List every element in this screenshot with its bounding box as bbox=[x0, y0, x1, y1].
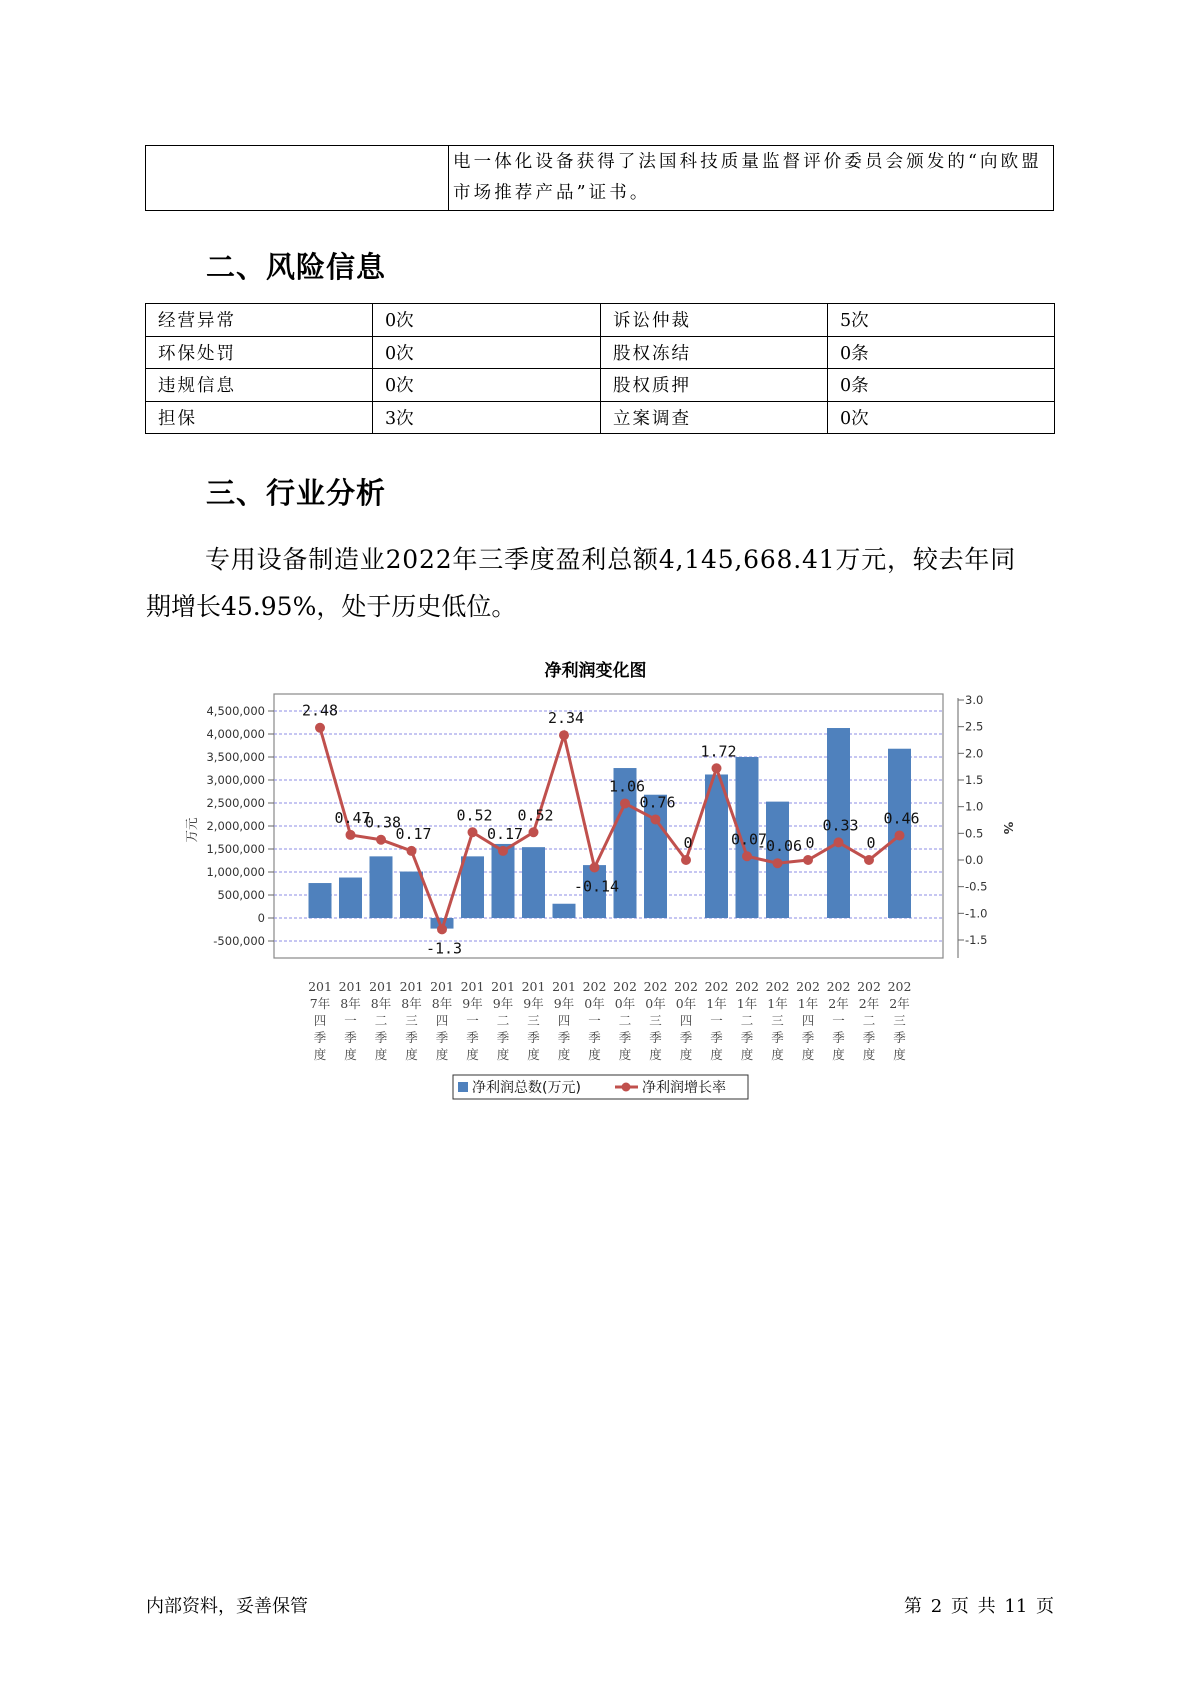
risk-value-cell: 0条 bbox=[828, 336, 1055, 369]
growth-rate-point bbox=[376, 835, 386, 845]
x-tick-label: 201 bbox=[552, 979, 576, 994]
x-tick-label: 二 bbox=[618, 1013, 632, 1028]
y2-tick-label: 0.0 bbox=[965, 853, 984, 867]
growth-rate-point bbox=[681, 855, 691, 865]
x-tick-label: 季 bbox=[344, 1030, 357, 1045]
y-tick-label: -500,000 bbox=[213, 934, 265, 948]
data-label: 0.33 bbox=[822, 816, 859, 835]
x-tick-label: 201 bbox=[521, 979, 546, 994]
x-tick-label: 度 bbox=[710, 1047, 723, 1062]
data-label: 0 bbox=[866, 834, 876, 852]
x-tick-label: 0年 bbox=[645, 996, 666, 1011]
x-tick-label: 一 bbox=[832, 1013, 845, 1028]
data-label: 0.17 bbox=[395, 824, 432, 843]
x-tick-label: 三 bbox=[405, 1013, 418, 1028]
x-tick-label: 度 bbox=[832, 1047, 845, 1062]
x-tick-label: 季 bbox=[771, 1030, 784, 1045]
x-tick-label: 度 bbox=[740, 1047, 754, 1062]
x-tick-label: 1年 bbox=[797, 996, 819, 1011]
data-label: 0.17 bbox=[486, 824, 524, 843]
x-tick-label: 201 bbox=[399, 979, 424, 994]
y2-tick-label: 2.5 bbox=[965, 719, 984, 734]
x-tick-label: 7年 bbox=[309, 996, 331, 1011]
y-tick-label: 0 bbox=[257, 911, 265, 925]
x-tick-label: 季 bbox=[405, 1030, 418, 1045]
x-tick-label: 202 bbox=[613, 979, 637, 994]
x-tick-label: 二 bbox=[374, 1013, 388, 1028]
data-label: 0 bbox=[683, 834, 693, 852]
data-label: -0.06 bbox=[756, 837, 803, 856]
x-tick-label: 9年 bbox=[553, 996, 575, 1011]
x-tick-label: 季 bbox=[557, 1030, 571, 1045]
growth-rate-point bbox=[620, 798, 630, 808]
x-tick-label: 度 bbox=[893, 1047, 906, 1062]
growth-rate-point bbox=[590, 862, 600, 872]
data-label: 0.46 bbox=[883, 809, 920, 828]
y-tick-label: 2,500,000 bbox=[206, 796, 265, 810]
x-tick-label: 二 bbox=[740, 1013, 754, 1028]
x-tick-label: 季 bbox=[740, 1030, 754, 1045]
x-tick-label: 9年 bbox=[523, 996, 544, 1011]
x-tick-label: 季 bbox=[435, 1030, 449, 1045]
x-tick-label: 202 bbox=[857, 979, 881, 994]
x-tick-label: 2年 bbox=[889, 996, 910, 1011]
x-tick-label: 202 bbox=[765, 979, 790, 994]
data-label: 2.48 bbox=[301, 701, 339, 720]
growth-rate-point bbox=[712, 763, 722, 773]
x-tick-label: 度 bbox=[466, 1047, 479, 1062]
bar bbox=[400, 872, 423, 918]
y-tick-label: 3,000,000 bbox=[206, 773, 265, 787]
data-label: -0.14 bbox=[573, 877, 620, 896]
paragraph-line-1: 专用设备制造业2022年三季度盈利总额4,145,668.41万元，较去年同 bbox=[205, 545, 1017, 574]
x-tick-label: 一 bbox=[588, 1013, 601, 1028]
risk-value-cell: 3次 bbox=[373, 401, 601, 434]
bar bbox=[309, 883, 332, 918]
x-tick-label: 201 bbox=[338, 979, 363, 994]
x-tick-label: 二 bbox=[862, 1013, 876, 1028]
x-tick-label: 8年 bbox=[431, 996, 453, 1011]
data-label: 0.76 bbox=[639, 793, 676, 812]
growth-rate-point bbox=[864, 855, 874, 865]
x-tick-label: 三 bbox=[527, 1013, 540, 1028]
y2-tick-label: -1.0 bbox=[965, 906, 988, 921]
x-tick-label: 度 bbox=[435, 1047, 449, 1062]
x-tick-label: 8年 bbox=[370, 996, 392, 1011]
x-tick-label: 度 bbox=[313, 1047, 327, 1062]
x-tick-label: 三 bbox=[649, 1013, 662, 1028]
paragraph-line-2: 期增长45.95%，处于历史低位。 bbox=[146, 592, 517, 621]
risk-value-cell: 0次 bbox=[373, 336, 601, 369]
x-tick-label: 8年 bbox=[340, 996, 361, 1011]
x-tick-label: 季 bbox=[679, 1030, 693, 1045]
x-tick-label: 度 bbox=[496, 1047, 510, 1062]
data-label: 1.06 bbox=[608, 777, 646, 796]
x-tick-label: 202 bbox=[735, 979, 759, 994]
x-tick-label: 四 bbox=[313, 1013, 327, 1028]
x-tick-label: 0年 bbox=[675, 996, 697, 1011]
y2-tick-label: 2.0 bbox=[965, 746, 984, 761]
x-tick-label: 季 bbox=[649, 1030, 662, 1045]
x-tick-label: 度 bbox=[374, 1047, 388, 1062]
x-tick-label: 四 bbox=[557, 1013, 571, 1028]
x-tick-label: 度 bbox=[771, 1047, 784, 1062]
risk-label-cell: 经营异常 bbox=[146, 304, 373, 337]
legend-label-line: 净利润增长率 bbox=[642, 1080, 726, 1096]
x-tick-label: 1年 bbox=[706, 996, 727, 1011]
x-tick-label: 季 bbox=[527, 1030, 540, 1045]
risk-label-cell: 股权质押 bbox=[601, 369, 828, 402]
x-tick-label: 季 bbox=[496, 1030, 510, 1045]
risk-label-cell: 立案调查 bbox=[601, 401, 828, 434]
x-tick-label: 度 bbox=[557, 1047, 571, 1062]
x-tick-label: 四 bbox=[679, 1013, 693, 1028]
bar bbox=[370, 856, 393, 918]
section-title-industry: 三、行业分析 bbox=[206, 476, 387, 510]
footer-page-number: 第 2 页 共 11 页 bbox=[904, 1596, 1054, 1617]
growth-rate-point bbox=[742, 851, 752, 861]
growth-rate-point bbox=[773, 858, 783, 868]
x-tick-label: 202 bbox=[887, 979, 912, 994]
y-tick-label: 4,000,000 bbox=[206, 727, 265, 741]
y2-tick-label: -1.5 bbox=[965, 933, 988, 947]
x-tick-label: 9年 bbox=[462, 996, 483, 1011]
growth-rate-point bbox=[529, 827, 539, 837]
x-tick-label: 度 bbox=[679, 1047, 693, 1062]
legend-line-marker bbox=[622, 1083, 631, 1092]
bar bbox=[522, 847, 545, 918]
x-tick-label: 1年 bbox=[736, 996, 758, 1011]
y2-axis-title: % bbox=[1001, 821, 1016, 835]
risk-value-cell: 0次 bbox=[373, 369, 601, 402]
y-tick-label: 1,500,000 bbox=[206, 842, 265, 856]
growth-rate-point bbox=[651, 814, 661, 824]
data-label: 0.38 bbox=[364, 813, 402, 832]
growth-rate-point bbox=[437, 924, 447, 934]
x-tick-label: 四 bbox=[435, 1013, 449, 1028]
x-tick-label: 202 bbox=[704, 979, 729, 994]
risk-value-cell: 5次 bbox=[828, 304, 1055, 337]
footer-confidential-note: 内部资料，妥善保管 bbox=[146, 1596, 308, 1617]
growth-rate-point bbox=[895, 830, 905, 840]
x-tick-label: 度 bbox=[588, 1047, 601, 1062]
x-tick-label: 201 bbox=[460, 979, 485, 994]
growth-rate-point bbox=[315, 723, 325, 733]
risk-label-cell: 担保 bbox=[146, 401, 373, 434]
x-tick-label: 201 bbox=[430, 979, 454, 994]
data-label: 1.72 bbox=[700, 742, 737, 761]
growth-rate-point bbox=[834, 837, 844, 847]
x-tick-label: 季 bbox=[588, 1030, 601, 1045]
x-tick-label: 202 bbox=[826, 979, 851, 994]
data-label: -1.3 bbox=[425, 939, 463, 958]
x-tick-label: 二 bbox=[496, 1013, 510, 1028]
x-tick-label: 一 bbox=[344, 1013, 357, 1028]
bar bbox=[339, 878, 362, 918]
x-tick-label: 2年 bbox=[828, 996, 849, 1011]
y-axis-title: 万元 bbox=[184, 817, 199, 843]
growth-rate-point bbox=[407, 846, 417, 856]
x-tick-label: 三 bbox=[893, 1013, 906, 1028]
x-tick-label: 202 bbox=[796, 979, 820, 994]
data-label: 0.52 bbox=[456, 806, 493, 825]
x-tick-label: 202 bbox=[674, 979, 698, 994]
x-tick-label: 三 bbox=[771, 1013, 784, 1028]
x-tick-label: 度 bbox=[649, 1047, 662, 1062]
x-tick-label: 度 bbox=[862, 1047, 876, 1062]
risk-value-cell: 0次 bbox=[373, 304, 601, 337]
x-tick-label: 度 bbox=[527, 1047, 540, 1062]
growth-rate-point bbox=[559, 730, 569, 740]
x-tick-label: 度 bbox=[344, 1047, 357, 1062]
x-tick-label: 201 bbox=[369, 979, 393, 994]
growth-rate-point bbox=[498, 846, 508, 856]
y-tick-label: 1,000,000 bbox=[206, 865, 265, 879]
x-tick-label: 四 bbox=[801, 1013, 815, 1028]
x-tick-label: 0年 bbox=[584, 996, 605, 1011]
risk-label-cell: 诉讼仲裁 bbox=[601, 304, 828, 337]
chart-title: 净利润变化图 bbox=[544, 661, 647, 681]
x-tick-label: 季 bbox=[618, 1030, 632, 1045]
risk-label-cell: 环保处罚 bbox=[146, 336, 373, 369]
x-tick-label: 季 bbox=[801, 1030, 815, 1045]
x-tick-label: 季 bbox=[313, 1030, 327, 1045]
y2-tick-label: 1.0 bbox=[965, 799, 984, 814]
risk-label-cell: 股权冻结 bbox=[601, 336, 828, 369]
legend-label-bars: 净利润总数(万元) bbox=[472, 1080, 581, 1096]
table-cell-certificate-text: 电一体化设备获得了法国科技质量监督评价委员会颁发的“向欧盟市场推荐产品”证书。 bbox=[449, 146, 1054, 211]
y2-tick-label: -0.5 bbox=[965, 879, 988, 894]
growth-rate-point bbox=[803, 855, 813, 865]
x-tick-label: 季 bbox=[466, 1030, 479, 1045]
data-label: 0.47 bbox=[334, 808, 371, 827]
growth-rate-point bbox=[468, 827, 478, 837]
y-tick-label: 2,000,000 bbox=[206, 819, 265, 833]
x-tick-label: 201 bbox=[308, 979, 332, 994]
data-label: 0.07 bbox=[730, 830, 768, 849]
risk-label-cell: 违规信息 bbox=[146, 369, 373, 402]
y-tick-label: 4,500,000 bbox=[206, 704, 265, 718]
x-tick-label: 202 bbox=[643, 979, 668, 994]
data-label: 0 bbox=[805, 834, 815, 852]
x-tick-label: 9年 bbox=[492, 996, 514, 1011]
data-label: 2.34 bbox=[547, 709, 585, 728]
y-tick-label: 500,000 bbox=[217, 888, 265, 902]
y2-tick-label: 3.0 bbox=[965, 693, 984, 707]
section-title-risk: 二、风险信息 bbox=[206, 250, 387, 284]
bar bbox=[644, 795, 667, 918]
x-tick-label: 1年 bbox=[767, 996, 788, 1011]
x-tick-label: 一 bbox=[710, 1013, 723, 1028]
legend-bar-swatch bbox=[458, 1082, 468, 1092]
x-tick-label: 202 bbox=[582, 979, 607, 994]
growth-rate-point bbox=[346, 830, 356, 840]
x-tick-label: 201 bbox=[491, 979, 515, 994]
x-tick-label: 度 bbox=[618, 1047, 632, 1062]
x-tick-label: 度 bbox=[801, 1047, 815, 1062]
y2-tick-label: 1.5 bbox=[965, 773, 984, 787]
data-label: 0.52 bbox=[517, 806, 554, 825]
x-tick-label: 季 bbox=[710, 1030, 723, 1045]
x-tick-label: 季 bbox=[374, 1030, 388, 1045]
risk-value-cell: 0次 bbox=[828, 401, 1055, 434]
x-tick-label: 2年 bbox=[858, 996, 880, 1011]
y2-tick-label: 0.5 bbox=[965, 826, 984, 841]
x-tick-label: 一 bbox=[466, 1013, 479, 1028]
bar bbox=[553, 904, 576, 918]
bar bbox=[461, 856, 484, 918]
risk-value-cell: 0条 bbox=[828, 369, 1055, 402]
x-tick-label: 度 bbox=[405, 1047, 418, 1062]
x-tick-label: 季 bbox=[862, 1030, 876, 1045]
x-tick-label: 8年 bbox=[401, 996, 422, 1011]
x-tick-label: 季 bbox=[893, 1030, 906, 1045]
x-tick-label: 季 bbox=[832, 1030, 845, 1045]
y-tick-label: 3,500,000 bbox=[206, 750, 265, 764]
x-tick-label: 0年 bbox=[614, 996, 636, 1011]
